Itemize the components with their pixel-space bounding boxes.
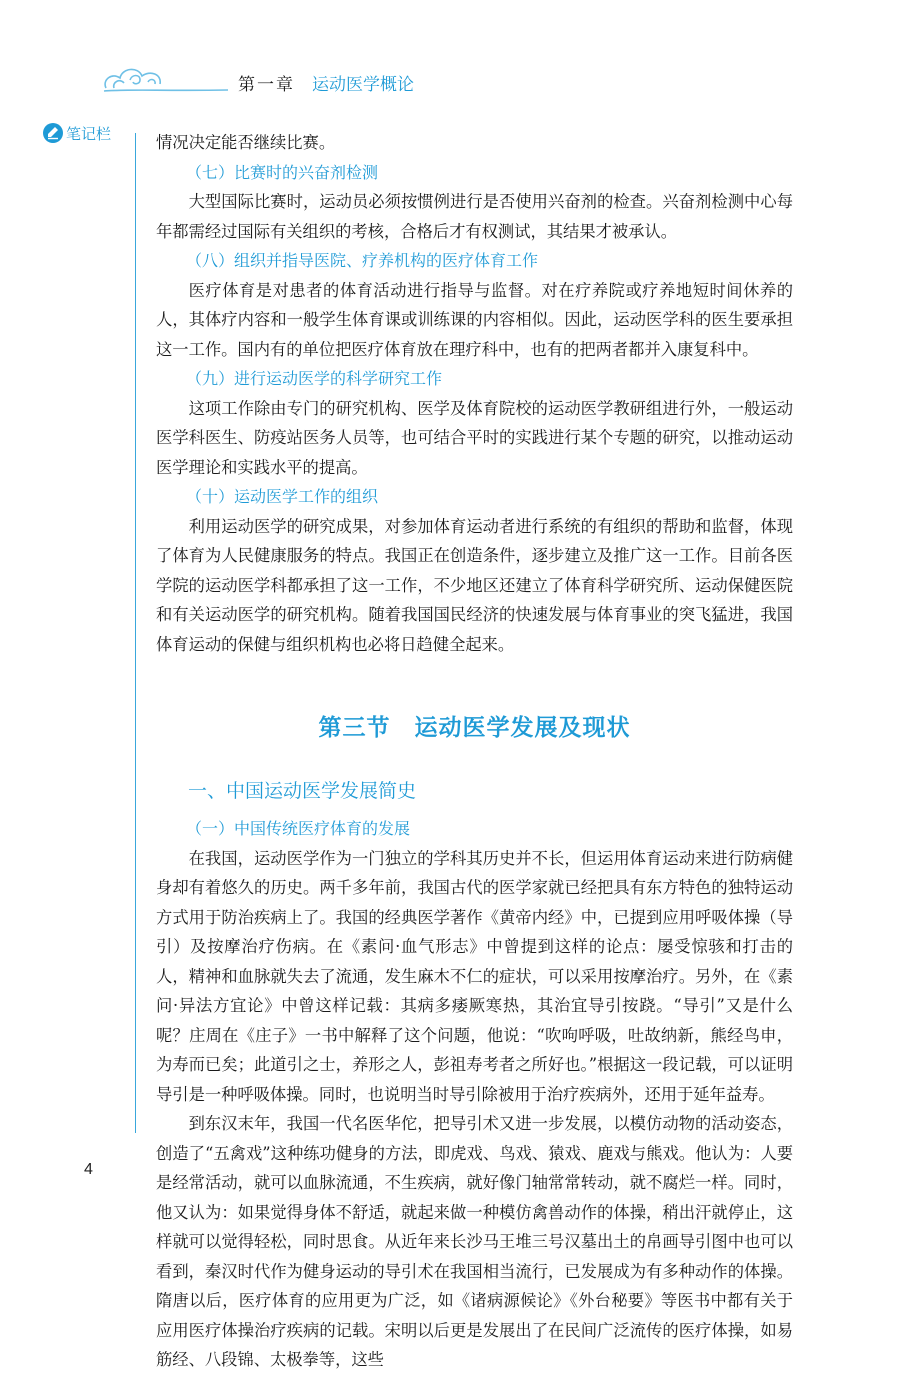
chapter-number: 第一章 (238, 75, 295, 95)
subheading-1: （一）中国传统医疗体育的发展 (186, 819, 411, 838)
subheading-10: （十）运动医学工作的组织 (186, 487, 379, 506)
paragraph-b: 到东汉末年，我国一代名医华佗，把导引术又进一步发展，以模仿动物的活动姿态，创造了“五禽戏”这种练功健身的方法，即虎戏、鸟戏、猿戏、鹿戏与熊戏。他认为：人要是经常活动，就可以血脉流通，不生疾病，就好像门轴常常转动，就不腐烂一样。同时，他又认为：如果觉得身体不舒适，就起来做一种模仿禽兽动作的体操，稍出汗就停止，这样就可以觉得轻松，同时思食。从近年来长沙马王堆三号汉墓出土的帛画导引图中也可以看到，秦汉时代作为健身运动的导引术在我国相当流行，已发展成为有多种动作的体操。隋唐以后，医疗体育的应用更为广泛，如《诸病源候论》《外台秘要》等医书中都有关于应用医疗体操治疗疾病的记载。宋明以后更是发展出了在民间广泛流传的医疗体操，如易筋经、八段锦、太极拳等，这些 (156, 1114, 793, 1369)
chapter-title: 运动医学概论 (312, 75, 414, 95)
page-number: 4 (84, 1161, 93, 1178)
section-title: 第三节 运动医学发展及现状 (318, 715, 631, 741)
page-body (156, 128, 793, 1375)
paragraph-a: 在我国，运动医学作为一门独立的学科其历史并不长，但运用体育运动来进行防病健身却有着悠久的历史。两千多年前，我国古代的医学家就已经把具有东方特色的独特运动方式用于防治疾病上了。我国的经典医学著作《黄帝内经》中，已提到应用呼吸体操（导引）及按摩治疗伤病。在《素问·血气形志》中曾提到这样的论点：屡受惊骇和打击的人，精神和血脉就失去了流通，发生麻木不仁的症状，可以采用按摩治疗。另外，在《素问·异法方宜论》中曾这样记载：其病多痿厥寒热，其治宜导引按跷。“导引”又是什么呢？庄周在《庄子》一书中解释了这个问题，他说：“吹呴呼吸，吐故纳新，熊经鸟申，为寿而已矣；此道引之士，养形之人，彭祖寿考者之所好也。”根据这一段记载，可以证明导引是一种呼吸体操。同时，也说明当时导引除被用于治疗疾病外，还用于延年益寿。 (156, 848, 793, 1104)
page-header (100, 58, 800, 98)
heading-level-1: 一、中国运动医学发展简史 (188, 780, 417, 802)
subheading-8: （八）组织并指导医院、疗养机构的医疗体育工作 (186, 251, 539, 270)
paragraph-9: 这项工作除由专门的研究机构、医学及体育院校的运动医学教研组进行外，一般运动医学科医生、防疫站医务人员等，也可结合平时的实践进行某个专题的研究，以推动运动医学理论和实践水平的提高。 (156, 398, 793, 477)
pencil-note-icon (42, 122, 64, 144)
subheading-9: （九）进行运动医学的科学研究工作 (186, 369, 443, 388)
notes-tag (42, 122, 111, 144)
margin-rule (135, 133, 136, 1133)
paragraph-10: 利用运动医学的研究成果，对参加体育运动者进行系统的有组织的帮助和监督，体现了体育为人民健康服务的特点。我国正在创造条件，逐步建立及推广这一工作。目前各医学院的运动医学科都承担了这一工作，不少地区还建立了体育科学研究所、运动保健医院和有关运动医学的研究机构。随着我国国民经济的快速发展与体育事业的突飞猛进，我国体育运动的保健与组织机构也必将日趋健全起来。 (156, 516, 793, 654)
notes-label: 笔记栏 (66, 124, 112, 143)
subheading-7: （七）比赛时的兴奋剂检测 (186, 162, 379, 182)
cloud-swirl-icon (100, 58, 230, 96)
intro-line: 情况决定能否继续比赛。 (156, 133, 336, 152)
paragraph-8: 医疗体育是对患者的体育活动进行指导与监督。对在疗养院或疗养地短时间休养的人，其体疗内容和一般学生体育课或训练课的内容相似。因此，运动医学科的医生要承担这一工作。国内有的单位把医疗体育放在理疗科中，也有的把两者都并入康复科中。 (156, 280, 793, 359)
paragraph-7: 大型国际比赛时，运动员必须按惯例进行是否使用兴奋剂的检查。兴奋剂检测中心每年都需经过国际有关组织的考核，合格后才有权测试，其结果才被承认。 (156, 192, 793, 241)
